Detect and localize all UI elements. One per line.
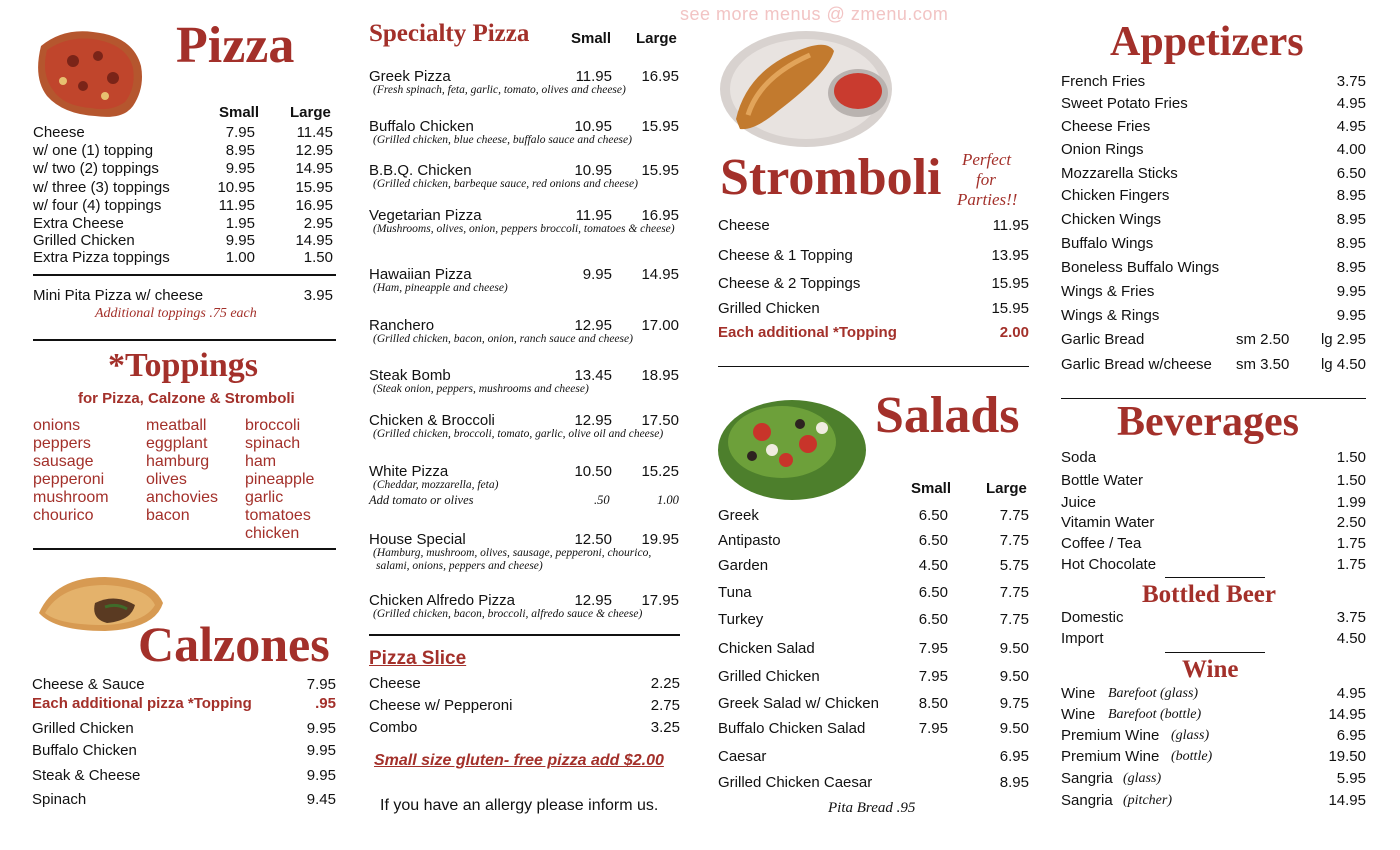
- item-small: 8.50: [918, 695, 948, 712]
- item-name: w/ four (4) toppings: [33, 197, 162, 214]
- item-large: 8.95: [999, 774, 1029, 791]
- item-small: sm 2.50: [1236, 331, 1290, 348]
- item-price: 14.95: [1328, 792, 1366, 809]
- item-price: 4.95: [1336, 685, 1366, 702]
- item-small: 1.00: [225, 249, 255, 266]
- pizza-col-small: Small: [219, 104, 260, 121]
- item-large: 7.75: [999, 611, 1029, 628]
- divider: [33, 339, 336, 341]
- item-small: 11.95: [575, 207, 612, 224]
- item-name: Steak Bomb: [369, 367, 451, 384]
- item-small: 8.95: [225, 142, 255, 159]
- item-price: 8.95: [1336, 235, 1366, 252]
- item-note: (pitcher): [1123, 793, 1172, 808]
- item-price: 8.95: [1336, 187, 1366, 204]
- item-price: 7.95: [306, 676, 336, 693]
- item-price: 9.95: [306, 767, 336, 784]
- divider: [33, 274, 336, 276]
- item-name: w/ one (1) topping: [33, 142, 154, 159]
- item-small: sm 3.50: [1236, 356, 1290, 373]
- item-name: Chicken Alfredo Pizza: [369, 592, 515, 609]
- item-price: 4.00: [1336, 141, 1366, 158]
- item-name: Turkey: [718, 611, 764, 628]
- topping-item: ham: [245, 453, 277, 470]
- item-name: Cheese & Sauce: [32, 676, 145, 693]
- item-description: (Hamburg, mushroom, olives, sausage, pepperoni, chourico,: [373, 547, 652, 559]
- allergy-note: If you have an allergy please inform us.: [380, 797, 659, 814]
- item-price: 1.50: [1336, 449, 1366, 466]
- item-large: 9.50: [999, 720, 1029, 737]
- item-price: 9.95: [306, 720, 336, 737]
- item-small: 9.95: [225, 232, 255, 249]
- stromboli-tagline-3: Parties!!: [957, 190, 1018, 209]
- item-small: 10.95: [574, 118, 612, 135]
- topping-item: meatball: [146, 417, 207, 434]
- item-name: Cheese: [33, 124, 85, 141]
- item-price: 9.95: [1336, 283, 1366, 300]
- item-description: (Grilled chicken, blue cheese, buffalo sauce and cheese): [373, 134, 632, 146]
- item-name: Cheese w/ Pepperoni: [369, 697, 513, 714]
- item-name: Wings & Fries: [1061, 283, 1155, 300]
- item-name: Soda: [1061, 449, 1097, 466]
- item-name: Garden: [718, 557, 769, 574]
- item-name: Bottle Water: [1061, 472, 1143, 489]
- item-price: 9.95: [1336, 307, 1366, 324]
- item-large: lg 4.50: [1320, 356, 1366, 373]
- salads-title: Salads: [875, 387, 1020, 444]
- divider: [33, 548, 336, 550]
- item-name: Greek Pizza: [369, 68, 451, 85]
- divider: [718, 366, 1029, 367]
- item-price: 6.50: [1336, 165, 1366, 182]
- item-name: Greek: [718, 507, 759, 524]
- stromboli-photo: [718, 27, 898, 149]
- item-small: 10.50: [574, 463, 612, 480]
- item-description: (Grilled chicken, barbeque sauce, red onions and cheese): [373, 178, 638, 190]
- toppings-subtitle: for Pizza, Calzone & Stromboli: [78, 390, 295, 407]
- item-large: 17.95: [641, 592, 679, 609]
- gluten-note: Small size gluten- free pizza add $2.00: [374, 752, 664, 769]
- item-small: 7.95: [225, 124, 255, 141]
- item-small: 12.95: [574, 412, 612, 429]
- topping-item: chourico: [33, 507, 94, 524]
- item-price: 8.95: [1336, 211, 1366, 228]
- item-name: Boneless Buffalo Wings: [1061, 259, 1220, 276]
- item-small: 10.95: [574, 162, 612, 179]
- item-price: 15.95: [991, 275, 1029, 292]
- item-name: Garlic Bread w/cheese: [1061, 356, 1212, 373]
- item-large: 15.95: [295, 179, 333, 196]
- item-small: 9.95: [225, 160, 255, 177]
- item-large: 1.50: [303, 249, 333, 266]
- item-name: Grilled Chicken: [718, 668, 820, 685]
- item-large: 9.75: [999, 695, 1029, 712]
- item-small: 12.50: [574, 531, 612, 548]
- item-name: Hawaiian Pizza: [369, 266, 472, 283]
- item-name: Sangria: [1061, 770, 1113, 787]
- item-price: 2.50: [1336, 514, 1366, 531]
- item-large: 16.95: [641, 207, 679, 224]
- item-small: 12.95: [574, 317, 612, 334]
- stromboli-title: Stromboli: [720, 149, 942, 206]
- item-price: 11.95: [992, 217, 1029, 234]
- salads-col-large: Large: [986, 480, 1027, 497]
- beverages-title: Beverages: [1117, 399, 1299, 445]
- item-name: Combo: [369, 719, 418, 736]
- item-description: (Mushrooms, olives, onion, peppers broccoli, tomatoes & cheese): [373, 223, 675, 235]
- item-large: 7.75: [999, 507, 1029, 524]
- item-price: 15.95: [991, 300, 1029, 317]
- item-name: Spinach: [32, 791, 87, 808]
- item-large: 7.75: [999, 584, 1029, 601]
- item-name: B.B.Q. Chicken: [369, 162, 472, 179]
- item-name: Cheese: [718, 217, 770, 234]
- stromboli-tagline-1: Perfect: [962, 150, 1012, 169]
- item-large: 18.95: [641, 367, 679, 384]
- item-large: 5.75: [999, 557, 1029, 574]
- item-large: 14.95: [641, 266, 679, 283]
- specialty-col-small: Small: [571, 30, 612, 47]
- watermark: see more menus @ zmenu.com: [680, 4, 949, 24]
- item-name: Chicken & Broccoli: [369, 412, 495, 429]
- item-name: Grilled Chicken Caesar: [718, 774, 873, 791]
- item-price: 14.95: [1328, 706, 1366, 723]
- item-name: Wine: [1061, 685, 1096, 702]
- item-large: 9.50: [999, 640, 1029, 657]
- item-large: lg 2.95: [1320, 331, 1366, 348]
- item-note: Barefoot (bottle): [1108, 707, 1202, 722]
- item-description: (Fresh spinach, feta, garlic, tomato, olives and cheese): [373, 84, 626, 96]
- topping-item: onions: [33, 417, 81, 434]
- pizza-photo: [33, 26, 145, 121]
- item-name: Premium Wine: [1061, 748, 1160, 765]
- item-large: 12.95: [295, 142, 333, 159]
- topping-item: anchovies: [146, 489, 219, 506]
- item-name: Mozzarella Sticks: [1061, 165, 1178, 182]
- item-note: (bottle): [1171, 749, 1213, 764]
- calzones-title: Calzones: [138, 616, 330, 672]
- item-price: 1.75: [1336, 556, 1366, 573]
- item-price: 4.95: [1336, 95, 1366, 112]
- item-price: 1.50: [1336, 472, 1366, 489]
- item-small: 11.95: [218, 197, 255, 214]
- pita-note: Pita Bread .95: [828, 800, 916, 816]
- item-price: 2.75: [650, 697, 680, 714]
- item-name: Each additional pizza *Topping: [32, 695, 252, 712]
- item-name: w/ two (2) toppings: [33, 160, 159, 177]
- item-small: 12.95: [574, 592, 612, 609]
- item-large: 9.50: [999, 668, 1029, 685]
- item-large: 15.25: [641, 463, 679, 480]
- mini-pita-note: Additional toppings .75 each: [95, 306, 257, 321]
- topping-item: eggplant: [146, 435, 208, 452]
- item-name: Mini Pita Pizza w/ cheese: [33, 287, 204, 304]
- item-name: Vegetarian Pizza: [369, 207, 482, 224]
- item-small: 11.95: [575, 68, 612, 85]
- item-name: Onion Rings: [1061, 141, 1144, 158]
- toppings-title: *Toppings: [108, 347, 258, 384]
- item-description: (Grilled chicken, broccoli, tomato, garlic, olive oil and cheese): [373, 428, 664, 440]
- item-price: 5.95: [1336, 770, 1366, 787]
- item-large: 19.95: [641, 531, 679, 548]
- item-name: Ranchero: [369, 317, 435, 334]
- item-small: 7.95: [918, 720, 948, 737]
- item-large: 15.95: [641, 118, 679, 135]
- topping-item: spinach: [245, 435, 301, 452]
- item-description: (Ham, pineapple and cheese): [373, 282, 508, 294]
- item-name: Cheese & 2 Toppings: [718, 275, 861, 292]
- item-price: 4.95: [1336, 118, 1366, 135]
- item-name: w/ three (3) toppings: [33, 179, 170, 196]
- specialty-title: Specialty Pizza: [369, 20, 530, 47]
- item-name: Juice: [1061, 494, 1097, 511]
- item-name: Buffalo Wings: [1061, 235, 1154, 252]
- item-name: Wine: [1061, 706, 1096, 723]
- item-large: 11.45: [296, 124, 333, 141]
- item-large: 2.95: [303, 215, 333, 232]
- item-large: 17.00: [641, 317, 679, 334]
- topping-item: pepperoni: [33, 471, 105, 488]
- item-note: Barefoot (glass): [1108, 686, 1199, 701]
- topping-item: olives: [146, 471, 187, 488]
- item-price: 1.75: [1336, 535, 1366, 552]
- item-name: Hot Chocolate: [1061, 556, 1157, 573]
- pizza-title: Pizza: [176, 17, 295, 74]
- item-price: 2.00: [999, 324, 1029, 341]
- item-description: (Cheddar, mozzarella, feta): [373, 479, 499, 491]
- item-price: 3.75: [1336, 73, 1366, 90]
- item-name: Domestic: [1061, 609, 1124, 626]
- item-price: 6.95: [1336, 727, 1366, 744]
- slice-title: Pizza Slice: [369, 648, 467, 669]
- item-name: Premium Wine: [1061, 727, 1160, 744]
- specialty-col-large: Large: [636, 30, 677, 47]
- item-price: .95: [315, 695, 336, 712]
- item-small: 7.95: [918, 668, 948, 685]
- item-description: (Grilled chicken, bacon, onion, ranch sauce and cheese): [373, 333, 633, 345]
- topping-item: tomatoes: [245, 507, 311, 524]
- item-price: 3.95: [303, 287, 333, 304]
- item-small: 10.95: [217, 179, 255, 196]
- topping-item: hamburg: [146, 453, 210, 470]
- item-name: Chicken Fingers: [1061, 187, 1170, 204]
- item-name: Grilled Chicken: [32, 720, 134, 737]
- item-name: Each additional *Topping: [718, 324, 897, 341]
- item-price: 1.99: [1336, 494, 1366, 511]
- item-price: 3.75: [1336, 609, 1366, 626]
- item-small: 7.95: [918, 640, 948, 657]
- item-name: Vitamin Water: [1061, 514, 1155, 531]
- item-small: 4.50: [918, 557, 948, 574]
- item-price: 13.95: [991, 247, 1029, 264]
- item-note: (glass): [1123, 771, 1162, 786]
- item-large: 7.75: [999, 532, 1029, 549]
- wine-title: Wine: [1182, 656, 1239, 683]
- item-name: Buffalo Chicken: [369, 118, 474, 135]
- item-large: 14.95: [295, 232, 333, 249]
- item-name: House Special: [369, 531, 466, 548]
- item-name: Cheese: [369, 675, 421, 692]
- item-name: Tuna: [718, 584, 752, 601]
- item-name: Grilled Chicken: [33, 232, 135, 249]
- item-description: (Steak onion, peppers, mushrooms and cheese): [373, 383, 589, 395]
- item-name: Chicken Salad: [718, 640, 815, 657]
- item-large: 16.95: [641, 68, 679, 85]
- divider: [1165, 652, 1265, 653]
- white-extra-name: Add tomato or olives: [369, 493, 474, 507]
- item-small: 6.50: [918, 611, 948, 628]
- item-price: 3.25: [650, 719, 680, 736]
- item-small: 13.45: [574, 367, 612, 384]
- item-large: 16.95: [295, 197, 333, 214]
- item-price: 19.50: [1328, 748, 1366, 765]
- item-small: 6.50: [918, 584, 948, 601]
- item-price: 4.50: [1336, 630, 1366, 647]
- item-name: White Pizza: [369, 463, 449, 480]
- item-price: 2.25: [650, 675, 680, 692]
- item-description: salami, onions, peppers and cheese): [376, 560, 543, 572]
- item-name: Import: [1061, 630, 1104, 647]
- item-price: 9.95: [306, 742, 336, 759]
- divider: [1165, 577, 1265, 578]
- white-extra-large: 1.00: [657, 493, 679, 507]
- topping-item: peppers: [33, 435, 91, 452]
- item-small: 6.50: [918, 507, 948, 524]
- item-name: Caesar: [718, 748, 767, 765]
- item-name: Sweet Potato Fries: [1061, 95, 1188, 112]
- stromboli-tagline-2: for: [976, 170, 996, 189]
- item-name: Steak & Cheese: [32, 767, 141, 784]
- item-large: 17.50: [641, 412, 679, 429]
- item-name: Buffalo Chicken: [32, 742, 137, 759]
- item-small: 1.95: [225, 215, 255, 232]
- item-name: Extra Cheese: [33, 215, 124, 232]
- item-price: 9.45: [306, 791, 336, 808]
- topping-item: pineapple: [245, 471, 315, 488]
- topping-item: garlic: [245, 489, 284, 506]
- beer-title: Bottled Beer: [1142, 581, 1276, 608]
- item-large: 6.95: [999, 748, 1029, 765]
- item-small: 6.50: [918, 532, 948, 549]
- item-name: Wings & Rings: [1061, 307, 1160, 324]
- white-extra-small: .50: [594, 493, 610, 507]
- salads-col-small: Small: [911, 480, 952, 497]
- item-name: Sangria: [1061, 792, 1113, 809]
- item-name: French Fries: [1061, 73, 1146, 90]
- item-description: (Grilled chicken, bacon, broccoli, alfredo sauce & cheese): [373, 608, 643, 620]
- divider: [369, 634, 680, 636]
- item-name: Extra Pizza toppings: [33, 249, 170, 266]
- item-name: Garlic Bread: [1061, 331, 1145, 348]
- item-name: Cheese Fries: [1061, 118, 1151, 135]
- appetizers-title: Appetizers: [1110, 19, 1304, 65]
- pizza-col-large: Large: [290, 104, 331, 121]
- salad-photo: [712, 384, 872, 504]
- item-large: 14.95: [295, 160, 333, 177]
- item-name: Coffee / Tea: [1061, 535, 1142, 552]
- item-name: Antipasto: [718, 532, 781, 549]
- topping-item: broccoli: [245, 417, 301, 434]
- item-note: (glass): [1171, 728, 1210, 743]
- topping-item: bacon: [146, 507, 190, 524]
- item-name: Buffalo Chicken Salad: [718, 720, 866, 737]
- topping-item: chicken: [245, 525, 300, 542]
- item-name: Cheese & 1 Topping: [718, 247, 853, 264]
- item-name: Grilled Chicken: [718, 300, 820, 317]
- item-name: Chicken Wings: [1061, 211, 1162, 228]
- topping-item: sausage: [33, 453, 94, 470]
- topping-item: mushroom: [33, 489, 109, 506]
- item-price: 8.95: [1336, 259, 1366, 276]
- item-name: Greek Salad w/ Chicken: [718, 695, 879, 712]
- item-large: 15.95: [641, 162, 679, 179]
- item-small: 9.95: [582, 266, 612, 283]
